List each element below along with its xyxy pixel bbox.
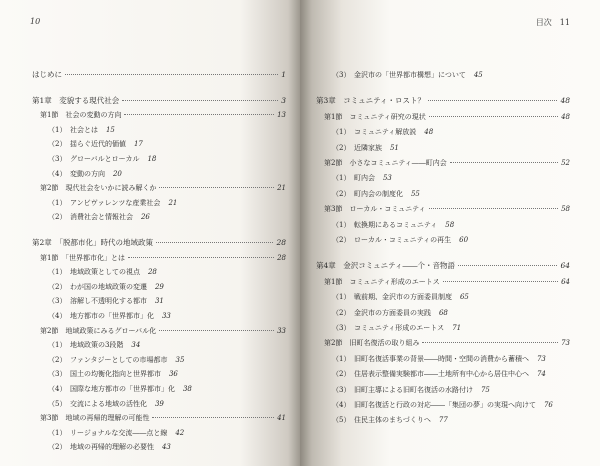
toc-entry-label: （3） コミュニティ形成のエートス [332, 324, 445, 332]
dot-leader [65, 74, 278, 75]
toc-entry-label: 第2節 現代社会をいかに読み解くか [40, 184, 157, 193]
toc-entry-page: 71 [452, 324, 462, 332]
toc-entry [48, 340, 140, 350]
toc-entry-page: 29 [154, 282, 164, 291]
toc-entry [332, 415, 448, 425]
toc-entry-label: 第2節 旧町名復活の取り組み [324, 339, 420, 348]
toc-entry-label: （1） 戦前期、金沢市の方面委員制度 [332, 293, 452, 302]
toc-entry-label: （1） 社会とは [48, 125, 98, 134]
toc-entry [332, 369, 546, 379]
toc-entry [48, 296, 164, 306]
toc-entry [48, 125, 115, 135]
toc-entry [40, 326, 286, 336]
toc-entry-label: 第3節 地域の再帰的理解の可能性 [40, 414, 150, 423]
toc-entry [332, 70, 483, 80]
toc-entry [332, 323, 461, 333]
dot-leader [122, 100, 278, 101]
toc-entry-page: 77 [438, 416, 448, 425]
toc-entry [316, 96, 570, 106]
toc-entry [48, 384, 192, 394]
toc-entry-label: 第1節 コミュニティ研究の現状 [324, 112, 426, 121]
toc-entry-page: 52 [561, 159, 570, 167]
toc-entry [324, 112, 570, 122]
toc-entry-label: 第2章 「脱都市化」時代の地域政策 [32, 238, 154, 247]
toc-entry-page: 31 [154, 297, 164, 306]
dot-leader [128, 257, 274, 258]
dot-leader [429, 116, 558, 117]
toc-entry-page: 73 [536, 354, 546, 363]
toc-entry-page: 28 [276, 238, 286, 247]
toc-entry-page: 65 [459, 293, 469, 302]
toc-entry [332, 220, 454, 230]
toc-entry-page: 33 [161, 312, 171, 320]
toc-entry [32, 238, 286, 248]
toc-entry [48, 442, 171, 452]
toc-entry-label: 第4章 金沢コミュニティ――个・音物語 [316, 261, 456, 271]
dot-leader [443, 281, 558, 282]
toc-entry-label: （2） 揺らぐ近代的価値 [48, 140, 126, 149]
toc-entry-page: 45 [473, 71, 483, 79]
toc-entry-page: 26 [140, 213, 150, 222]
dot-leader [159, 330, 274, 331]
toc-entry-page: 75 [480, 385, 490, 394]
toc-entry [324, 338, 570, 348]
toc-entry-page: 20 [112, 169, 122, 178]
toc-entry-label: （4） 変動の方向 [48, 169, 105, 178]
toc-entry-page: 3 [281, 95, 286, 105]
toc-entry-label: （1） リージョナルな交流――点と線 [48, 428, 168, 437]
toc-entry [324, 277, 570, 287]
toc-entry [324, 158, 570, 168]
toc-entry-label: （2） 町内会の制度化 [332, 189, 403, 198]
toc-entry [40, 253, 286, 263]
toc-entry-page: 42 [175, 428, 185, 437]
toc-entry-page: 64 [561, 277, 570, 286]
toc-entry [32, 70, 286, 80]
dot-leader [458, 265, 557, 266]
dot-leader [428, 100, 557, 101]
toc-entry [48, 154, 156, 164]
toc-entry [48, 212, 150, 222]
toc-entry [332, 189, 420, 199]
toc-entry-label: （3） グローバルとローカル [48, 155, 140, 163]
toc-entry-page: 21 [168, 198, 178, 207]
toc-entry-label: （2） わが国の地域政策の変遷 [48, 282, 147, 291]
toc-entry [40, 413, 286, 423]
toc-entry-page: 17 [133, 140, 143, 149]
toc-entry-label: （4） 旧町名復活と行政の対応――「集団の夢」の実現へ向けて [332, 401, 536, 409]
toc-entry-page: 64 [560, 261, 570, 271]
toc-entry-label: （1） 旧町名復活事業の背景――時間・空間の消費から蓄積へ [332, 354, 529, 363]
toc-entry-label: （1） 転換期にあるコミュニティ [332, 220, 438, 229]
toc-entry [332, 173, 392, 183]
dot-leader [159, 187, 274, 188]
toc-entry [48, 355, 184, 365]
toc-entry-label: （2） 消費社会と情報社会 [48, 213, 133, 222]
toc-entry-page: 21 [277, 184, 286, 193]
dot-leader [124, 114, 274, 115]
toc-entry-label: （3） 溶解し不透明化する都市 [48, 297, 147, 306]
toc-entry-page: 60 [459, 236, 469, 244]
dot-leader [422, 342, 558, 343]
toc-entry [316, 261, 570, 271]
toc-entry-label: （5） 住民主体のまちづくりへ [332, 416, 431, 425]
toc-entry [48, 169, 122, 179]
toc-entry-page: 55 [410, 189, 420, 198]
toc-entry [48, 428, 184, 438]
toc-entry-label: 第2節 地域政策にみるグローバル化 [40, 326, 157, 335]
toc-entry-page: 43 [161, 443, 171, 452]
toc-entry-label: （1） 町内会 [332, 174, 375, 183]
toc-entry-label: 第1節 社会の変動の方向 [40, 111, 122, 120]
toc-entry-page: 28 [147, 268, 157, 277]
toc-entry-label: 第1章 変貌する現代社会 [32, 95, 120, 105]
left-page-number: 10 [30, 17, 41, 26]
toc-entry [48, 369, 178, 379]
toc-entry [32, 96, 286, 106]
toc-entry-page: 74 [536, 370, 546, 379]
toc-entry [332, 235, 468, 245]
toc-entry [48, 399, 164, 409]
toc-entry-label: （2） 地域の再帰的理解の必要性 [48, 443, 154, 452]
toc-entry-page: 13 [277, 111, 286, 120]
toc-entry-page: 68 [438, 308, 448, 317]
toc-entry [324, 204, 570, 214]
dot-leader [152, 417, 274, 418]
toc-entry-label: （1） コミュニティ解放説 [332, 128, 417, 137]
toc-entry-label: （3） 国土の均衡化指向と世界都市 [48, 370, 161, 379]
toc-entry-page: 48 [424, 128, 434, 137]
toc-entry [332, 292, 469, 302]
toc-entry [332, 143, 399, 153]
toc-entry-page: 35 [175, 355, 185, 364]
toc-entry [332, 400, 553, 410]
toc-entry-label: （5） 交流による地域の活性化 [48, 399, 147, 408]
toc-entry-label: （1） 地域政策の3段階 [48, 341, 124, 350]
toc-entry-page: 53 [382, 174, 392, 183]
toc-entry-page: 38 [182, 385, 192, 393]
toc-entry [332, 385, 490, 395]
toc-entry-label: 第1節 コミュニティ形成のエートス [324, 277, 440, 286]
right-page [300, 0, 600, 466]
toc-entry-page: 73 [561, 339, 570, 348]
toc-entry-label: 第1節 「世界都市化」とは [40, 253, 125, 262]
right-running-head: 目次 11 [535, 18, 570, 27]
toc-entry [332, 127, 433, 137]
toc-entry-label: （2） 金沢市の方面委員の実践 [332, 308, 431, 317]
toc-entry-page: 39 [154, 399, 164, 408]
toc-entry [48, 282, 164, 292]
toc-entry-label: （2） 近隣家族 [332, 143, 382, 152]
toc-entry-page: 41 [277, 414, 286, 423]
toc-entry-page: 48 [561, 112, 570, 121]
dot-leader [156, 242, 273, 243]
toc-entry-page: 15 [105, 125, 115, 134]
toc-entry-label: （2） 住居表示整備実験都市――土地所有中心から居住中心へ [332, 370, 529, 379]
toc-entry-label: 第3章 コミュニティ・ロスト？ [316, 96, 426, 106]
toc-entry-page: 36 [168, 370, 178, 379]
toc-entry-label: （3） 旧町主導による旧町名復活の水路付け [332, 385, 473, 394]
toc-entry-page: 48 [560, 96, 570, 106]
toc-entry [48, 311, 171, 321]
toc-entry [40, 183, 286, 193]
toc-entry-label: （4） 地方都市の「世界都市」化 [48, 312, 154, 320]
toc-entry-page: 34 [131, 341, 141, 350]
toc-entry-label: （2） ローカル・コミュニティの再生 [332, 236, 452, 244]
toc-entry [48, 198, 177, 208]
toc-entry-page: 18 [147, 155, 157, 163]
toc-entry [48, 139, 143, 149]
dot-leader [450, 162, 558, 163]
toc-entry-page: 58 [561, 205, 570, 214]
toc-entry-label: （2） ファンタジーとしての市場都市 [48, 355, 168, 364]
toc-entry-page: 33 [277, 326, 286, 335]
toc-entry-page: 76 [543, 401, 553, 409]
toc-entry-label: はじめに [32, 70, 62, 79]
toc-entry-label: （1） アンビヴァレンツな産業社会 [48, 198, 161, 207]
toc-entry-label: 第2節 小さなコミュニティ――町内会 [324, 159, 447, 167]
toc-entry-label: 第3節 ローカル・コミュニティ [324, 205, 426, 214]
toc-entry-label: （3） 金沢市の「世界都市構想」について [332, 71, 466, 79]
toc-entry [332, 308, 448, 318]
toc-entry [48, 267, 157, 277]
toc-entry-label: （1） 地域政策としての視点 [48, 268, 140, 277]
dot-leader [429, 208, 558, 209]
toc-entry-page: 58 [445, 220, 455, 229]
toc-entry-page: 51 [389, 143, 399, 152]
toc-entry-page: 1 [281, 70, 286, 79]
toc-entry [40, 110, 286, 120]
toc-entry [332, 354, 546, 364]
toc-entry-label: （4） 国際な地方都市の「世界都市」化 [48, 385, 175, 393]
toc-entry-page: 28 [277, 253, 286, 262]
